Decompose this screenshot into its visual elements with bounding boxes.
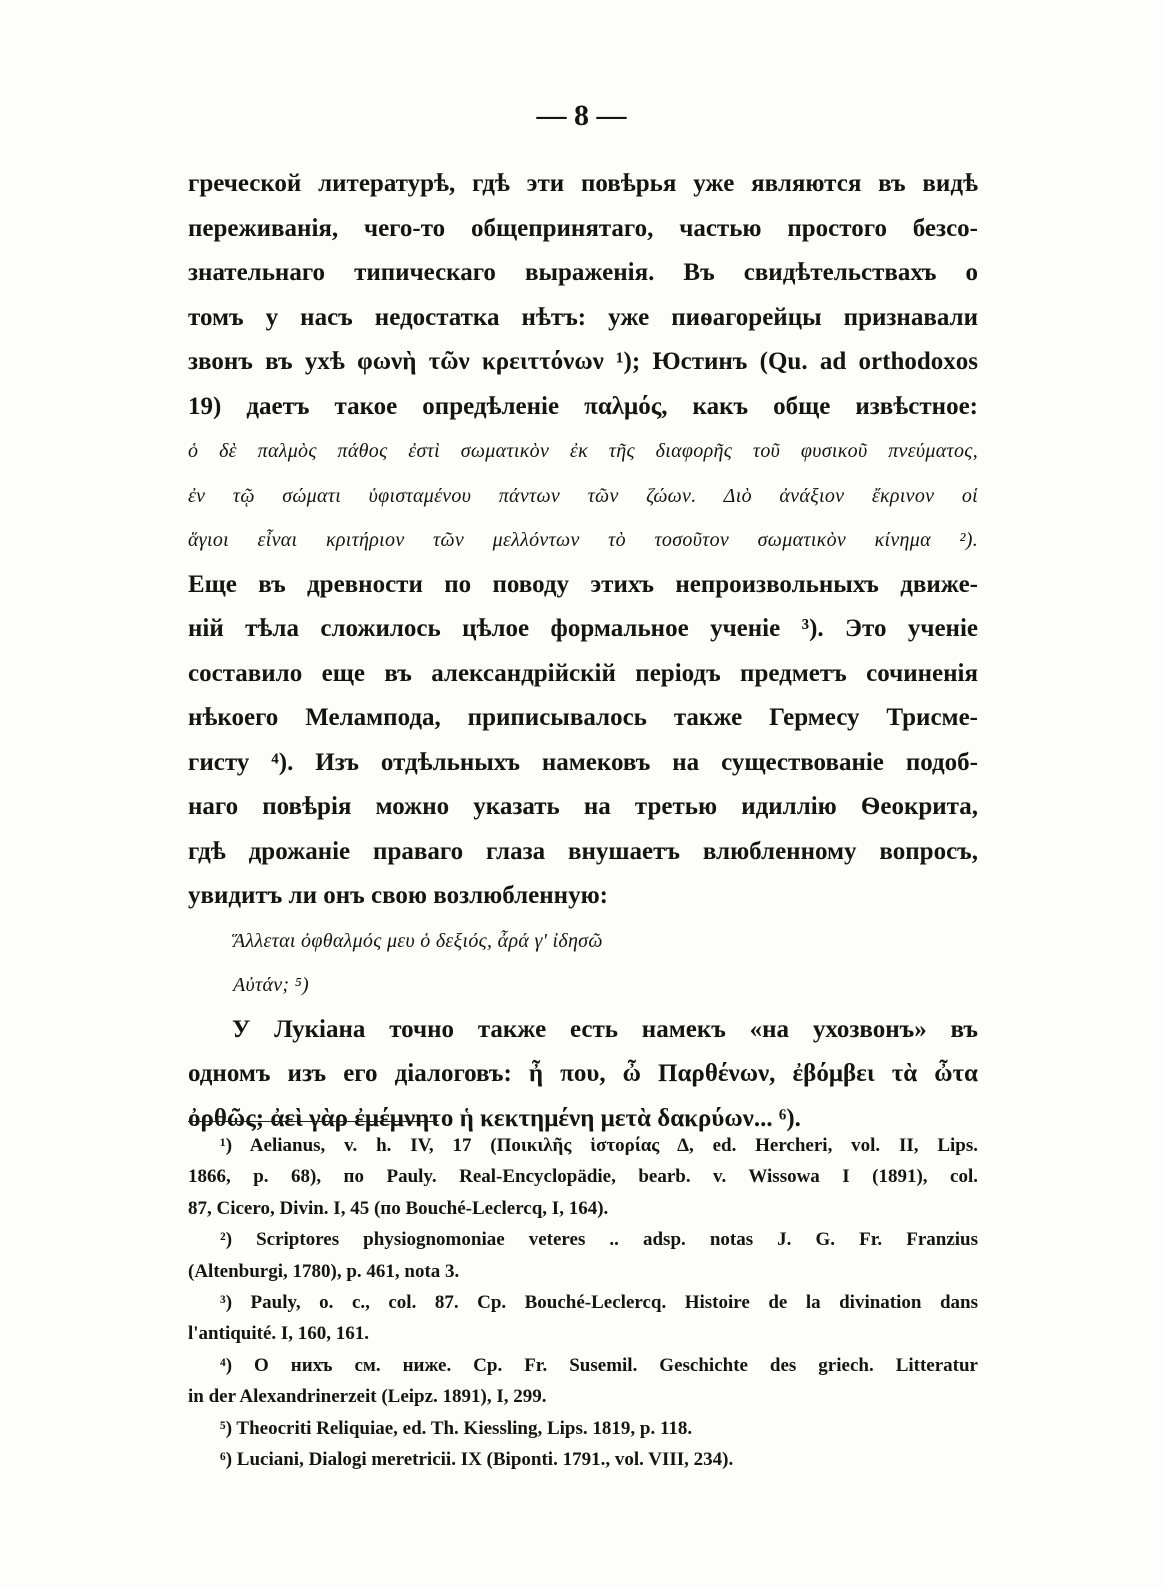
footnote-line: ⁶) Luciani, Dialogi meretricii. IX (Biponti. 1791., vol. VIII, 234). bbox=[220, 1448, 734, 1470]
text-line: увидитъ ли онъ свою возлюбленную: bbox=[188, 882, 608, 909]
text-line: переживанія, чего-то общепринятаго, частью простого безсо- bbox=[188, 214, 978, 242]
footnotes bbox=[188, 1130, 978, 1475]
greek-quote-line: ἅγιοι εἶναι κριτήριον τῶν μελλόντων τὸ τοσοῦτον σωματικὸν κίνημα ²). bbox=[188, 529, 978, 551]
footnote-line: ⁴) О нихъ см. ниже. Ср. Fr. Susemil. Geschichte des griech. Litteratur bbox=[220, 1354, 978, 1376]
text-line: нѣкоего Мелампода, приписывалось также Гермесу Трисме- bbox=[188, 704, 978, 731]
text-line: гисту ⁴). Изъ отдѣльныхъ намековъ на существованіе подоб- bbox=[188, 748, 978, 776]
footnote-line: ¹) Aelianus, v. h. IV, 17 (Ποικιλῆς ἱστορίας Δ, ed. Hercheri, vol. II, Lips. bbox=[220, 1135, 978, 1156]
footnote-separator bbox=[188, 1121, 438, 1122]
verse-line: Ἅλλεται ὀφθαλμός μευ ὁ δεξιός, ἆρά γ' ἰδησῶ bbox=[233, 929, 603, 952]
greek-quote-line: ὁ δὲ παλμὸς πάθος ἐστὶ σωματικὸν ἐκ τῆς διαφορῆς τοῦ φυσικοῦ πνεύματος, bbox=[188, 440, 978, 462]
footnote-line: 1866, p. 68), по Pauly. Real-Encyclopädie, bearb. v. Wissowa I (1891), col. bbox=[188, 1166, 978, 1188]
footnote-line: ⁵) Theocriti Reliquiae, ed. Th. Kiessling, Lips. 1819, p. 118. bbox=[220, 1417, 693, 1439]
text-line: греческой литературѣ, гдѣ эти повѣрья уже являются въ видѣ bbox=[188, 170, 978, 197]
text-line: Еще въ древности по поводу этихъ непроизвольныхъ движе- bbox=[188, 570, 978, 598]
main-text bbox=[188, 162, 978, 1141]
text-line: У Лукіана точно также есть намекъ «на ухозвонъ» въ bbox=[232, 1015, 978, 1043]
text-line: 19) даетъ такое опредѣленіе παλμός, какъ обще извѣстное: bbox=[188, 392, 978, 420]
verse-line: Αὐτάν; ⁵) bbox=[233, 974, 309, 996]
footnote-line: ³) Pauly, o. c., col. 87. Cp. Bouché-Leclercq. Histoire de la divination dans bbox=[220, 1291, 978, 1313]
footnote-line: ²) Scriptores physiognomoniae veteres .. adsp. notas J. G. Fr. Franzius bbox=[220, 1229, 978, 1251]
greek-quote-line: ἐν τῷ σώματι ὑφισταμένου πάντων τῶν ζώων. Διὸ ἀνάξιον ἔκρινον οἱ bbox=[188, 484, 978, 507]
footnote-line: in der Alexandrinerzeit (Leipz. 1891), I, 299. bbox=[188, 1386, 547, 1408]
text-line: одномъ изъ его діалоговъ: ἦ που, ὦ Παρθένων, ἐβόμβει τὰ ὦτα bbox=[188, 1060, 978, 1087]
text-line: составило еще въ александрійскій періодъ предметъ сочиненія bbox=[188, 659, 978, 687]
page-number: — 8 — bbox=[536, 99, 627, 132]
text-line: ὀρθῶς; ἀεὶ γὰρ ἐμέμνητο ἡ κεκτημένη μετὰ δακρύων... ⁶). bbox=[188, 1104, 801, 1132]
text-line: гдѣ дрожаніе праваго глаза внушаетъ влюбленному вопросъ, bbox=[188, 837, 978, 865]
text-line: наго повѣрія можно указать на третью идиллію Ѳеокрита, bbox=[188, 793, 978, 820]
text-line: ній тѣла сложилось цѣлое формальное ученіе ³). Это ученіе bbox=[188, 615, 978, 642]
text-line: звонъ въ ухѣ φωνὴ τῶν κρειττόνων ¹); Юстинъ (Qu. ad orthodoxos bbox=[188, 348, 978, 375]
footnote-line: 87, Cicero, Divin. I, 45 (по Bouché-Leclercq, I, 164). bbox=[188, 1197, 609, 1219]
footnote-line: (Altenburgi, 1780), p. 461, nota 3. bbox=[188, 1260, 460, 1282]
text-line: томъ у насъ недостатка нѣтъ: уже пиѳагорейцы признавали bbox=[188, 303, 978, 331]
footnote-line: l'antiquité. I, 160, 161. bbox=[188, 1323, 370, 1345]
text-line: знательнаго типическаго выраженія. Въ свидѣтельствахъ о bbox=[188, 259, 978, 286]
